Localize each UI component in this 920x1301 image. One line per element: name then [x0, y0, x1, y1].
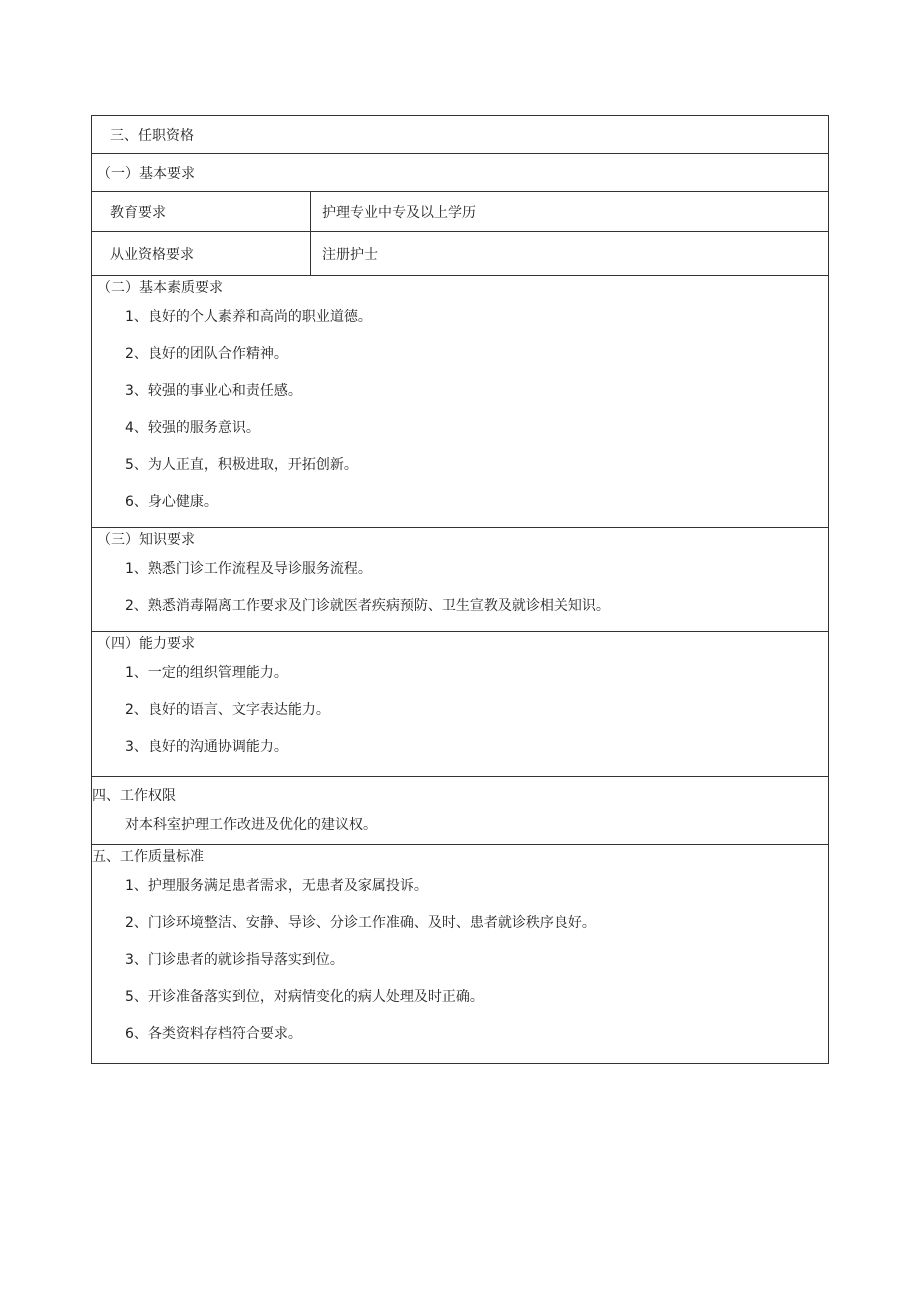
education-label-cell	[92, 192, 311, 231]
basic-requirements-title: （一）基本要求	[97, 165, 195, 182]
qualification-label: 从业资格要求	[110, 246, 194, 263]
work-authority-title: 四、工作权限	[92, 788, 176, 804]
qualification-row	[92, 232, 828, 276]
list-item: 2、良好的语言、文字表达能力。	[125, 702, 330, 718]
education-value-cell	[311, 192, 828, 231]
list-item: 5、开诊准备落实到位，对病情变化的病人处理及时正确。	[125, 989, 484, 1005]
list-item: 2、良好的团队合作精神。	[125, 346, 288, 362]
list-item: 6、身心健康。	[125, 494, 218, 510]
list-item: 3、良好的沟通协调能力。	[125, 739, 288, 755]
list-item: 3、较强的事业心和责任感。	[125, 383, 302, 399]
list-item: 6、各类资料存档符合要求。	[125, 1026, 302, 1042]
education-value: 护理专业中专及以上学历	[322, 204, 476, 221]
basic-requirements-row	[92, 154, 828, 192]
list-item: 1、一定的组织管理能力。	[125, 665, 288, 681]
section-3-title: 三、任职资格	[110, 127, 194, 144]
qualification-value-cell	[311, 232, 828, 275]
list-item: 3、门诊患者的就诊指导落实到位。	[125, 952, 344, 968]
list-item: 1、护理服务满足患者需求，无患者及家属投诉。	[125, 878, 428, 894]
list-item: 1、熟悉门诊工作流程及导诊服务流程。	[125, 561, 372, 577]
knowledge-requirements-title: （三）知识要求	[97, 532, 195, 548]
quality-standards-title: 五、工作质量标准	[92, 849, 204, 865]
qualification-label-cell	[92, 232, 311, 275]
education-label: 教育要求	[110, 204, 166, 221]
work-authority-block	[92, 777, 828, 845]
list-item: 4、较强的服务意识。	[125, 420, 260, 436]
quality-requirements-block	[92, 276, 828, 528]
ability-requirements-title: （四）能力要求	[97, 636, 195, 652]
qualification-value: 注册护士	[322, 246, 378, 263]
list-item: 1、良好的个人素养和高尚的职业道德。	[125, 309, 372, 325]
knowledge-requirements-block	[92, 528, 828, 632]
section-3-row	[92, 116, 828, 154]
quality-standards-block	[92, 845, 828, 1063]
education-row	[92, 192, 828, 232]
job-requirements-table	[91, 115, 829, 1064]
quality-requirements-title: （二）基本素质要求	[97, 280, 223, 296]
list-item: 2、熟悉消毒隔离工作要求及门诊就医者疾病预防、卫生宣教及就诊相关知识。	[125, 598, 610, 614]
list-item: 对本科室护理工作改进及优化的建议权。	[125, 817, 377, 833]
list-item: 5、为人正直，积极进取，开拓创新。	[125, 457, 358, 473]
ability-requirements-block	[92, 632, 828, 777]
list-item: 2、门诊环境整洁、安静、导诊、分诊工作准确、及时、患者就诊秩序良好。	[125, 915, 596, 931]
